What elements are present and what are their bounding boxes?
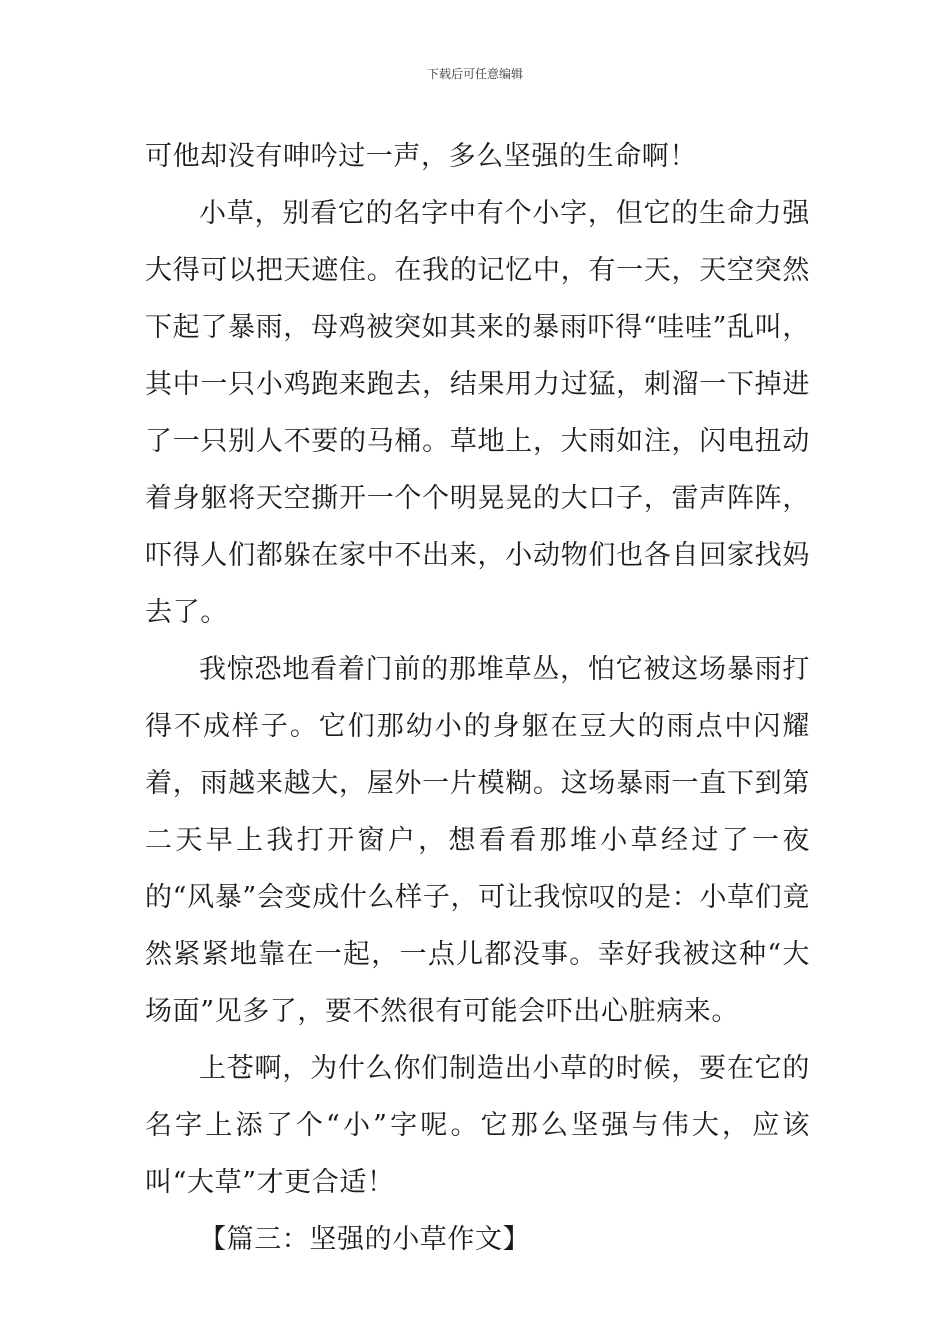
section-heading: 【篇三：坚强的小草作文】: [199, 1224, 531, 1255]
document-body: [145, 128, 810, 1268]
paragraph: 我惊恐地看着门前的那堆草丛，怕它被这场暴雨打得不成样子。它们那幼小的身躯在豆大的雨点中闪耀着，雨越来越大，屋外一片模糊。这场暴雨一直下到第二天早上我打开窗户，想看看那堆小草经过了一夜的“风暴”会变成什么样子，可让我惊叹的是：小草们竟然紧紧地靠在一起，一点儿都没事。幸好我被这种“大场面”见多了，要不然很有可能会吓出心脏病来。: [145, 654, 810, 1027]
page-header: 下载后可任意编辑: [426, 67, 523, 81]
paragraph: 上苍啊，为什么你们制造出小草的时候，要在它的名字上添了个“小”字呢。它那么坚强与伟大，应该叫“大草”才更合适！: [145, 1053, 810, 1198]
paragraph: 小草，别看它的名字中有个小字，但它的生命力强大得可以把天遮住。在我的记忆中，有一天，天空突然下起了暴雨，母鸡被突如其来的暴雨吓得“哇哇”乱叫，其中一只小鸡跑来跑去，结果用力过猛，刺溜一下掉进了一只别人不要的马桶。草地上，大雨如注，闪电扭动着身躯将天空撕开一个个明晃晃的大口子，雷声阵阵，吓得人们都躲在家中不出来，小动物们也各自回家找妈去了。: [145, 198, 810, 628]
paragraph-continuation: 可他却没有呻吟过一声，多么坚强的生命啊！: [145, 141, 697, 172]
